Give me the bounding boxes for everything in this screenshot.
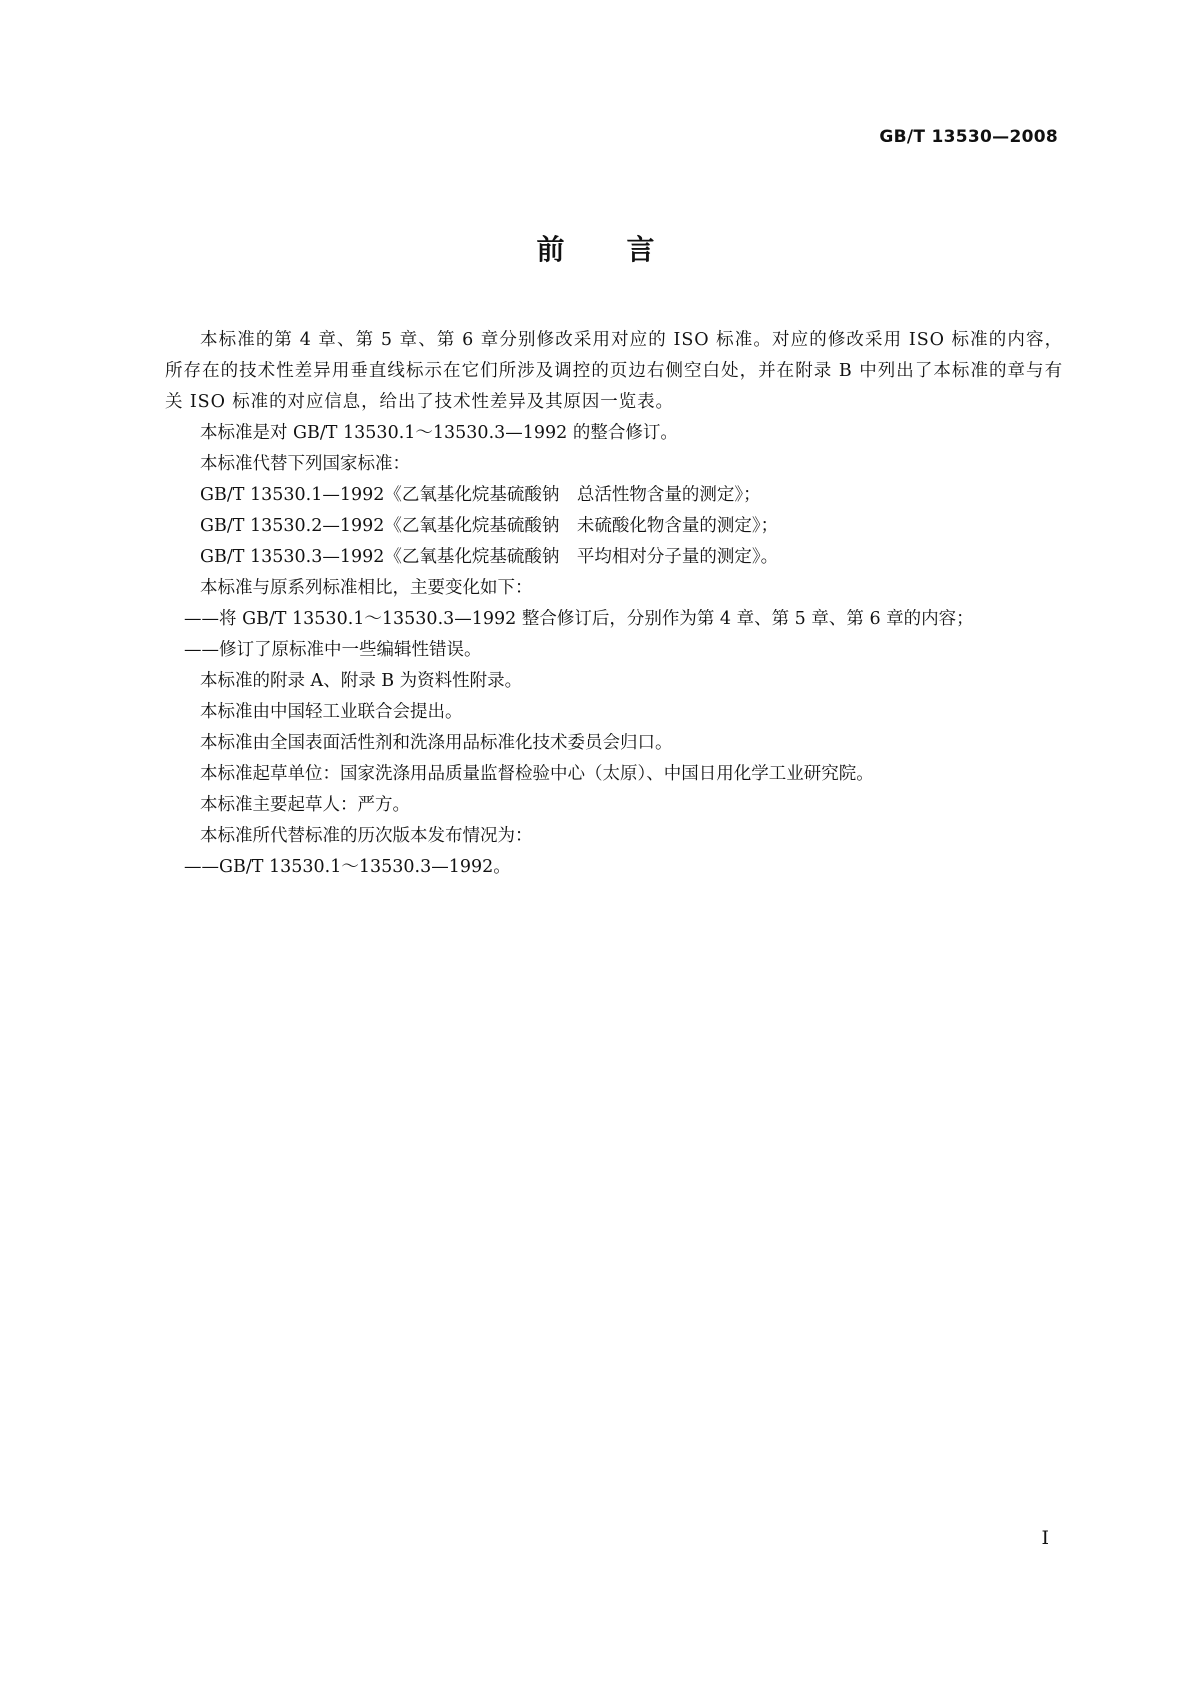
foreword-body [165,325,1063,883]
paragraph: 本标准主要起草人：严方。 [200,795,410,815]
title-char-1: 前 [536,233,565,266]
title-char-2: 言 [626,233,655,266]
paragraph: 本标准的附录 A、附录 B 为资料性附录。 [200,671,523,691]
paragraph: 本标准由全国表面活性剂和洗涤用品标准化技术委员会归口。 [200,733,673,753]
paragraph: 本标准起草单位：国家洗涤用品质量监督检验中心（太原）、中国日用化学工业研究院。 [200,764,874,784]
list-item: ——GB/T 13530.1～13530.3—1992。 [184,857,511,877]
paragraph: 本标准的第 4 章、第 5 章、第 6 章分别修改采用对应的 ISO 标准。对应的修改采用 ISO 标准的内容，所存在的技术性差异用垂直线标示在它们所涉及调控的页边右侧空白处，并在附录 B 中列出了本标准的章与有关 ISO 标准的对应信息，给出了技术性差异及其原因一览表。 [165,330,1063,412]
paragraph: 本标准代替下列国家标准： [200,454,410,474]
paragraph: 本标准所代替标准的历次版本发布情况为： [200,826,533,846]
paragraph: GB/T 13530.3—1992《乙氧基化烷基硫酸钠 平均相对分子量的测定》。 [200,547,779,567]
list-item: ——将 GB/T 13530.1～13530.3—1992 整合修订后，分别作为第 4 章、第 5 章、第 6 章的内容； [184,609,974,629]
list-item: ——修订了原标准中一些编辑性错误。 [184,640,482,660]
page-number: I [1041,1527,1049,1549]
paragraph: GB/T 13530.2—1992《乙氧基化烷基硫酸钠 未硫酸化物含量的测定》； [200,516,779,536]
paragraph: GB/T 13530.1—1992《乙氧基化烷基硫酸钠 总活性物含量的测定》； [200,485,761,505]
paragraph: 本标准是对 GB/T 13530.1～13530.3—1992 的整合修订。 [200,423,678,443]
paragraph: 本标准与原系列标准相比，主要变化如下： [200,578,533,598]
standard-code: GB/T 13530—2008 [879,127,1058,147]
paragraph: 本标准由中国轻工业联合会提出。 [200,702,463,722]
page-title [0,228,1191,268]
